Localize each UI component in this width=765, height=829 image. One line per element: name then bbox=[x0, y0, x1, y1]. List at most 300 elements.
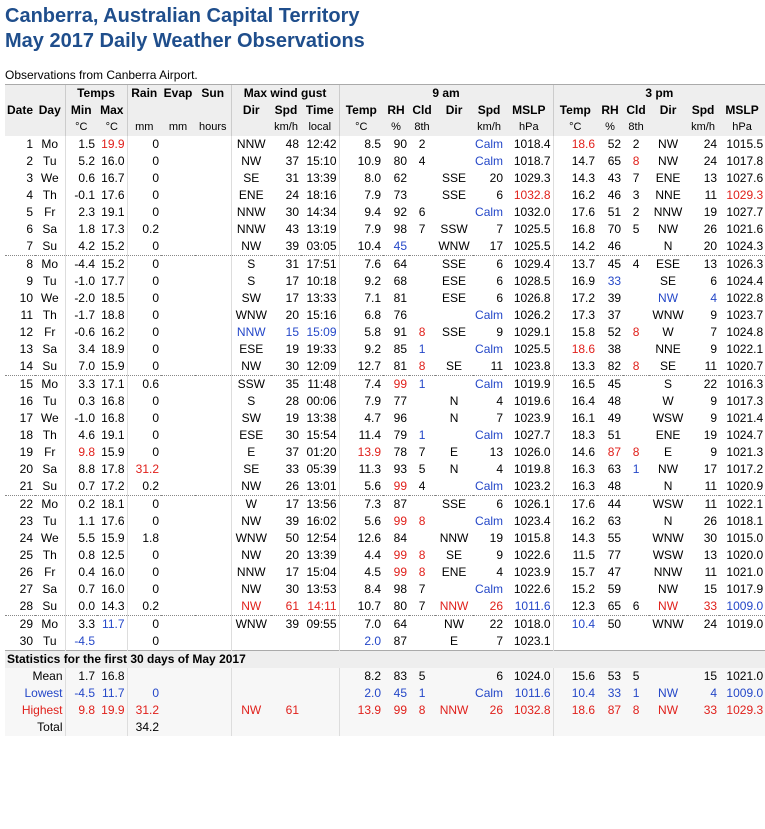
cell-pp: 1018.1 bbox=[726, 514, 764, 528]
cell-as: 22 bbox=[473, 616, 505, 634]
cell-dy: Tu bbox=[42, 634, 57, 648]
cell-ar: 80 bbox=[393, 154, 408, 168]
cell-dy: Tu bbox=[42, 514, 57, 528]
cell-ac bbox=[409, 633, 435, 651]
cell-as: 11 bbox=[490, 359, 504, 373]
header-gust-spd: Spd bbox=[271, 102, 301, 119]
cell-gs: 17 bbox=[285, 274, 300, 288]
cell-gs: 19 bbox=[285, 411, 300, 425]
cell-pd: NW bbox=[658, 291, 679, 305]
cell-ap: 1028.5 bbox=[513, 274, 551, 288]
cell-ar: 87 bbox=[383, 496, 409, 514]
unit-sun: hours bbox=[195, 119, 231, 136]
cell-ap: 1019.8 bbox=[513, 462, 551, 476]
cell-pt: 14.6 bbox=[553, 444, 597, 461]
cell-at: 5.6 bbox=[339, 478, 383, 496]
cell-mn: 3.3 bbox=[65, 616, 97, 634]
cell-ac: 1 bbox=[409, 376, 435, 394]
cell-gs: 30 bbox=[285, 359, 300, 373]
cell-r: 0.6 bbox=[127, 376, 161, 394]
stats-cell-r: 0 bbox=[127, 685, 161, 702]
cell-gs: 17 bbox=[271, 496, 301, 514]
unit-gust-time: local bbox=[301, 119, 339, 136]
unit-evap: mm bbox=[161, 119, 195, 136]
cell-mx: 18.9 bbox=[101, 342, 125, 356]
cell-sn bbox=[195, 187, 231, 204]
cell-ap: 1029.3 bbox=[513, 171, 551, 185]
cell-pp: 1017.8 bbox=[726, 154, 764, 168]
cell-pt: 16.4 bbox=[553, 393, 597, 410]
cell-gs: 30 bbox=[285, 428, 300, 442]
cell-sn bbox=[195, 581, 231, 598]
cell-pc bbox=[623, 478, 649, 496]
cell-pd: SE bbox=[660, 359, 677, 373]
cell-pr: 52 bbox=[607, 325, 622, 339]
cell-ev bbox=[161, 444, 195, 461]
cell-r: 0 bbox=[127, 547, 161, 564]
cell-dy: Su bbox=[42, 599, 58, 613]
cell-pr: 52 bbox=[607, 137, 622, 151]
cell-pr: 65 bbox=[607, 599, 622, 613]
cell-r: 0 bbox=[127, 513, 161, 530]
cell-gd: SW bbox=[231, 290, 271, 307]
cell-pt: 18.6 bbox=[553, 341, 597, 358]
cell-pt: 16.8 bbox=[553, 221, 597, 238]
cell-gs: 17 bbox=[285, 565, 300, 579]
cell-mn: -1.0 bbox=[65, 273, 97, 290]
cell-d: 28 bbox=[19, 599, 33, 613]
cell-gt: 18:16 bbox=[306, 188, 337, 202]
cell-gt: 13:33 bbox=[306, 291, 337, 305]
cell-mx: 17.3 bbox=[101, 222, 125, 236]
cell-pc bbox=[623, 530, 649, 547]
cell-ac: 7 bbox=[418, 445, 426, 459]
cell-ap: 1018.7 bbox=[513, 154, 551, 168]
cell-pt: 16.5 bbox=[553, 376, 597, 394]
stats-cell-mx bbox=[97, 719, 127, 736]
table-row bbox=[5, 427, 765, 444]
table-row bbox=[5, 358, 765, 376]
cell-ap: 1026.0 bbox=[513, 445, 551, 459]
table-row bbox=[5, 170, 765, 187]
cell-as: 19 bbox=[489, 531, 504, 545]
cell-d: 26 bbox=[19, 565, 33, 579]
stats-cell-pr bbox=[597, 719, 623, 736]
header-gust-time: Time bbox=[301, 102, 339, 119]
cell-gs: 28 bbox=[285, 394, 300, 408]
cell-ap: 1027.7 bbox=[513, 428, 551, 442]
cell-pr: 38 bbox=[607, 342, 622, 356]
cell-ev bbox=[161, 307, 195, 324]
cell-ev bbox=[161, 461, 195, 478]
cell-sn bbox=[195, 496, 231, 514]
cell-r: 0.2 bbox=[127, 221, 161, 238]
cell-gs: 43 bbox=[285, 222, 300, 236]
table-row bbox=[5, 136, 765, 153]
stats-cell-ap: 1011.6 bbox=[505, 685, 553, 702]
cell-mn: -0.1 bbox=[65, 187, 97, 204]
cell-d: 22 bbox=[5, 496, 35, 514]
cell-sn bbox=[195, 358, 231, 376]
cell-as: Calm bbox=[475, 342, 504, 356]
stats-cell-ad bbox=[435, 685, 473, 702]
cell-at: 7.3 bbox=[339, 496, 383, 514]
statistics-title: Statistics for the first 30 days of May 2017 bbox=[5, 651, 765, 669]
cell-as: 6 bbox=[473, 496, 505, 514]
cell-dy: Su bbox=[42, 359, 58, 373]
cell-ap: 1019.9 bbox=[505, 376, 553, 394]
cell-ac bbox=[409, 256, 435, 274]
cell-mx: 18.1 bbox=[97, 496, 127, 514]
cell-ap: 1011.6 bbox=[514, 599, 551, 613]
cell-sn bbox=[195, 393, 231, 410]
cell-ac: 8 bbox=[418, 325, 426, 339]
cell-pp: 1022.1 bbox=[726, 342, 764, 356]
cell-gd: NW bbox=[231, 547, 271, 564]
cell-ad: NNW bbox=[439, 531, 469, 545]
cell-pr bbox=[597, 633, 623, 651]
cell-d: 15 bbox=[5, 376, 35, 394]
cell-ad: SSE bbox=[442, 188, 467, 202]
stats-cell-ev bbox=[161, 685, 195, 702]
cell-pr: 37 bbox=[607, 308, 622, 322]
cell-ac: 6 bbox=[418, 205, 426, 219]
cell-ev bbox=[161, 153, 195, 170]
cell-pt: 10.4 bbox=[553, 616, 597, 634]
cell-ad bbox=[435, 204, 473, 221]
cell-ac bbox=[409, 393, 435, 410]
cell-gt: 13:56 bbox=[301, 496, 339, 514]
cell-d: 29 bbox=[5, 616, 35, 634]
cell-pc: 5 bbox=[632, 222, 640, 236]
cell-pd: NW bbox=[658, 582, 679, 596]
cell-as: 6 bbox=[496, 188, 504, 202]
cell-pr: 63 bbox=[607, 514, 622, 528]
table-row bbox=[5, 581, 765, 598]
table-row bbox=[5, 341, 765, 358]
cell-pp: 1017.3 bbox=[726, 394, 764, 408]
header-am-cld: Cld bbox=[409, 102, 435, 119]
cell-ar: 79 bbox=[393, 428, 408, 442]
cell-gt: 00:06 bbox=[306, 394, 337, 408]
cell-as: 9 bbox=[496, 325, 504, 339]
cell-r: 1.8 bbox=[127, 530, 161, 547]
cell-dy: Su bbox=[42, 239, 58, 253]
stats-cell-mx: 16.8 bbox=[97, 668, 127, 685]
cell-ap: 1018.4 bbox=[513, 137, 551, 151]
cell-mx: 12.5 bbox=[101, 548, 125, 562]
cell-pr: 49 bbox=[607, 411, 622, 425]
cell-pd: W bbox=[662, 394, 674, 408]
cell-pd: WNW bbox=[652, 531, 684, 545]
cell-gs bbox=[271, 633, 301, 651]
cell-dy: Mo bbox=[41, 137, 59, 151]
cell-mx: 17.1 bbox=[97, 376, 127, 394]
cell-gs: 39 bbox=[285, 239, 300, 253]
cell-at: 4.5 bbox=[339, 564, 383, 581]
cell-ar: 77 bbox=[393, 394, 408, 408]
cell-gt: 13:39 bbox=[306, 171, 337, 185]
table-row bbox=[5, 153, 765, 170]
cell-pd: NW bbox=[658, 222, 679, 236]
cell-ar: 87 bbox=[393, 634, 408, 648]
cell-mx: 17.7 bbox=[101, 274, 125, 288]
cell-r: 0 bbox=[127, 427, 161, 444]
cell-mn: 4.2 bbox=[65, 238, 97, 256]
cell-pc bbox=[623, 273, 649, 290]
cell-ar: 93 bbox=[393, 462, 408, 476]
cell-ac: 8 bbox=[418, 548, 426, 562]
cell-ap: 1026.2 bbox=[513, 308, 551, 322]
cell-ad: ESE bbox=[442, 274, 467, 288]
stats-cell-pp: 1029.3 bbox=[719, 702, 765, 719]
stats-cell-ps: 4 bbox=[687, 685, 719, 702]
cell-gs: 15 bbox=[285, 325, 300, 339]
cell-pp: 1017.2 bbox=[726, 462, 764, 476]
cell-pp: 1020.7 bbox=[726, 359, 764, 373]
stats-cell-as: 6 bbox=[473, 668, 505, 685]
cell-mx: 19.1 bbox=[101, 428, 125, 442]
cell-gd: ESE bbox=[231, 341, 271, 358]
cell-r: 0.2 bbox=[127, 598, 161, 616]
cell-pt: 16.3 bbox=[553, 461, 597, 478]
cell-pd: NW bbox=[658, 599, 679, 613]
table-row bbox=[5, 256, 765, 274]
cell-ev bbox=[161, 513, 195, 530]
cell-ps: 13 bbox=[703, 171, 718, 185]
stats-cell-gs: 61 bbox=[271, 702, 301, 719]
cell-d: 2 bbox=[26, 154, 33, 168]
cell-ev bbox=[161, 170, 195, 187]
cell-ad: SSE bbox=[442, 325, 467, 339]
cell-as: 6 bbox=[473, 256, 505, 274]
cell-as: Calm bbox=[475, 582, 504, 596]
table-row bbox=[5, 221, 765, 238]
cell-pr: 82 bbox=[607, 359, 622, 373]
cell-gt: 15:10 bbox=[306, 154, 337, 168]
cell-at: 9.2 bbox=[339, 273, 383, 290]
stats-cell-pc: 5 bbox=[623, 668, 649, 685]
cell-pd: N bbox=[663, 514, 673, 528]
cell-mn: -4.5 bbox=[65, 633, 97, 651]
cell-mx: 16.2 bbox=[101, 325, 125, 339]
stats-cell-mn: -4.5 bbox=[65, 685, 97, 702]
cell-ar: 64 bbox=[383, 616, 409, 634]
cell-as: Calm bbox=[475, 479, 504, 493]
cell-pr: 47 bbox=[607, 565, 622, 579]
cell-at: 8.4 bbox=[339, 581, 383, 598]
cell-as: 7 bbox=[496, 411, 504, 425]
stats-cell-as: Calm bbox=[475, 686, 504, 700]
cell-mx: 16.0 bbox=[101, 582, 125, 596]
cell-pd: N bbox=[663, 479, 673, 493]
table-row bbox=[5, 307, 765, 324]
cell-pr: 45 bbox=[597, 256, 623, 274]
cell-ad bbox=[435, 376, 473, 394]
cell-mx: 16.7 bbox=[101, 171, 125, 185]
cell-pd: NNE bbox=[655, 342, 681, 356]
cell-ps: 9 bbox=[710, 342, 718, 356]
cell-pt: 14.2 bbox=[553, 238, 597, 256]
cell-ad bbox=[435, 427, 473, 444]
cell-at: 10.9 bbox=[339, 153, 383, 170]
cell-ar: 90 bbox=[393, 137, 408, 151]
cell-pp: 1024.4 bbox=[726, 274, 764, 288]
cell-ev bbox=[161, 393, 195, 410]
stats-cell-gs bbox=[271, 668, 301, 685]
header-am-mslp: MSLP bbox=[505, 102, 553, 119]
cell-ar: 76 bbox=[393, 308, 408, 322]
cell-ac: 7 bbox=[418, 222, 426, 236]
table-row bbox=[5, 376, 765, 394]
cell-ad: SSE bbox=[442, 171, 467, 185]
cell-dy: Fr bbox=[44, 205, 56, 219]
cell-gt: 19:33 bbox=[306, 342, 337, 356]
cell-ev bbox=[161, 564, 195, 581]
cell-r: 0 bbox=[127, 170, 161, 187]
stats-cell-as bbox=[473, 719, 505, 736]
cell-ev bbox=[161, 238, 195, 256]
cell-sn bbox=[195, 530, 231, 547]
cell-ps: 19 bbox=[703, 205, 718, 219]
cell-gd: ENE bbox=[231, 187, 271, 204]
cell-ps bbox=[687, 633, 719, 651]
header-gust-dir: Dir bbox=[231, 102, 271, 119]
cell-d: 20 bbox=[19, 462, 33, 476]
header-max: Max bbox=[97, 102, 127, 119]
cell-dy: Sa bbox=[42, 462, 58, 476]
cell-as: 26 bbox=[489, 599, 504, 613]
cell-ad: E bbox=[450, 634, 459, 648]
cell-as: Calm bbox=[475, 205, 504, 219]
cell-mn: -1.0 bbox=[65, 410, 97, 427]
cell-gd: SSW bbox=[231, 376, 271, 394]
cell-mn: 0.6 bbox=[65, 170, 97, 187]
cell-ps: 19 bbox=[703, 428, 718, 442]
cell-mx: 17.2 bbox=[101, 479, 125, 493]
cell-ac bbox=[409, 238, 435, 256]
stats-cell-ap: 1024.0 bbox=[505, 668, 553, 685]
header-sun: Sun bbox=[195, 85, 231, 103]
cell-ap: 1032.8 bbox=[513, 188, 551, 202]
cell-dy: Th bbox=[42, 188, 57, 202]
cell-sn bbox=[195, 513, 231, 530]
header-pm-temp: Temp bbox=[553, 102, 597, 119]
cell-ar: 68 bbox=[393, 274, 408, 288]
cell-gd: W bbox=[231, 496, 271, 514]
cell-dy: We bbox=[40, 411, 59, 425]
unit-max: °C bbox=[97, 119, 127, 136]
cell-ar: 91 bbox=[393, 325, 408, 339]
cell-d: 24 bbox=[19, 531, 33, 545]
cell-pc bbox=[623, 633, 649, 651]
cell-mn: 7.0 bbox=[65, 358, 97, 376]
cell-ar: 98 bbox=[393, 582, 408, 596]
cell-r: 0 bbox=[127, 307, 161, 324]
cell-at: 6.8 bbox=[339, 307, 383, 324]
cell-sn bbox=[195, 136, 231, 153]
cell-r: 0 bbox=[127, 324, 161, 341]
cell-as: Calm bbox=[475, 154, 504, 168]
cell-gs: 30 bbox=[285, 582, 300, 596]
table-row bbox=[5, 273, 765, 290]
cell-at: 7.9 bbox=[339, 393, 383, 410]
cell-mn: 1.1 bbox=[65, 513, 97, 530]
cell-pp: 1020.9 bbox=[726, 479, 764, 493]
stats-cell-sn bbox=[195, 668, 231, 685]
cell-d: 21 bbox=[19, 479, 33, 493]
cell-d: 27 bbox=[19, 582, 33, 596]
cell-pr: 63 bbox=[607, 462, 622, 476]
stats-cell-gd bbox=[231, 668, 271, 685]
cell-as: 13 bbox=[489, 445, 504, 459]
cell-ap: 1023.4 bbox=[513, 514, 551, 528]
cell-d: 25 bbox=[19, 548, 33, 562]
cell-pp: 1024.3 bbox=[726, 239, 764, 253]
cell-as: 4 bbox=[496, 394, 504, 408]
stats-cell-ad bbox=[435, 668, 473, 685]
cell-ev bbox=[161, 221, 195, 238]
cell-at: 8.5 bbox=[339, 136, 383, 153]
cell-ar: 85 bbox=[393, 342, 408, 356]
stats-label: Total bbox=[5, 719, 65, 736]
cell-pd: W bbox=[662, 325, 674, 339]
cell-sn bbox=[195, 616, 231, 634]
cell-gt: 12:54 bbox=[306, 531, 337, 545]
cell-sn bbox=[195, 427, 231, 444]
cell-mx: 15.9 bbox=[101, 445, 125, 459]
cell-mn: -1.7 bbox=[65, 307, 97, 324]
cell-ac: 7 bbox=[418, 582, 426, 596]
cell-pp bbox=[719, 633, 765, 651]
stats-cell-ap: 1032.8 bbox=[505, 702, 553, 719]
cell-mx: 15.9 bbox=[101, 531, 125, 545]
cell-ap: 1022.6 bbox=[513, 582, 551, 596]
cell-ap: 1023.9 bbox=[513, 411, 551, 425]
cell-d: 3 bbox=[26, 171, 33, 185]
cell-ar: 62 bbox=[393, 171, 408, 185]
cell-pr: 46 bbox=[607, 239, 622, 253]
unit-am-mslp: hPa bbox=[505, 119, 553, 136]
cell-dy: Mo bbox=[35, 256, 65, 274]
cell-ev bbox=[161, 427, 195, 444]
cell-gs: 37 bbox=[285, 154, 300, 168]
cell-d: 9 bbox=[26, 274, 33, 288]
cell-pp: 1020.0 bbox=[726, 548, 764, 562]
page-title bbox=[5, 4, 745, 54]
stats-cell-pr: 87 bbox=[597, 702, 623, 719]
cell-ac bbox=[409, 290, 435, 307]
cell-pr: 55 bbox=[607, 531, 622, 545]
stats-cell-ac bbox=[409, 719, 435, 736]
stats-label: Mean bbox=[5, 668, 65, 685]
cell-gs: 26 bbox=[285, 479, 300, 493]
cell-ar: 98 bbox=[393, 222, 408, 236]
cell-r: 0 bbox=[127, 136, 161, 153]
cell-mn: 0.3 bbox=[65, 393, 97, 410]
cell-sn bbox=[195, 170, 231, 187]
cell-sn bbox=[195, 598, 231, 616]
cell-mn: 5.5 bbox=[65, 530, 97, 547]
cell-sn bbox=[195, 307, 231, 324]
unit-rain: mm bbox=[127, 119, 161, 136]
cell-pr: 51 bbox=[607, 205, 622, 219]
cell-ar: 81 bbox=[393, 359, 408, 373]
cell-pt: 11.5 bbox=[553, 547, 597, 564]
cell-ap: 1029.4 bbox=[505, 256, 553, 274]
cell-ps: 11 bbox=[704, 188, 718, 202]
cell-gd: NW bbox=[231, 513, 271, 530]
